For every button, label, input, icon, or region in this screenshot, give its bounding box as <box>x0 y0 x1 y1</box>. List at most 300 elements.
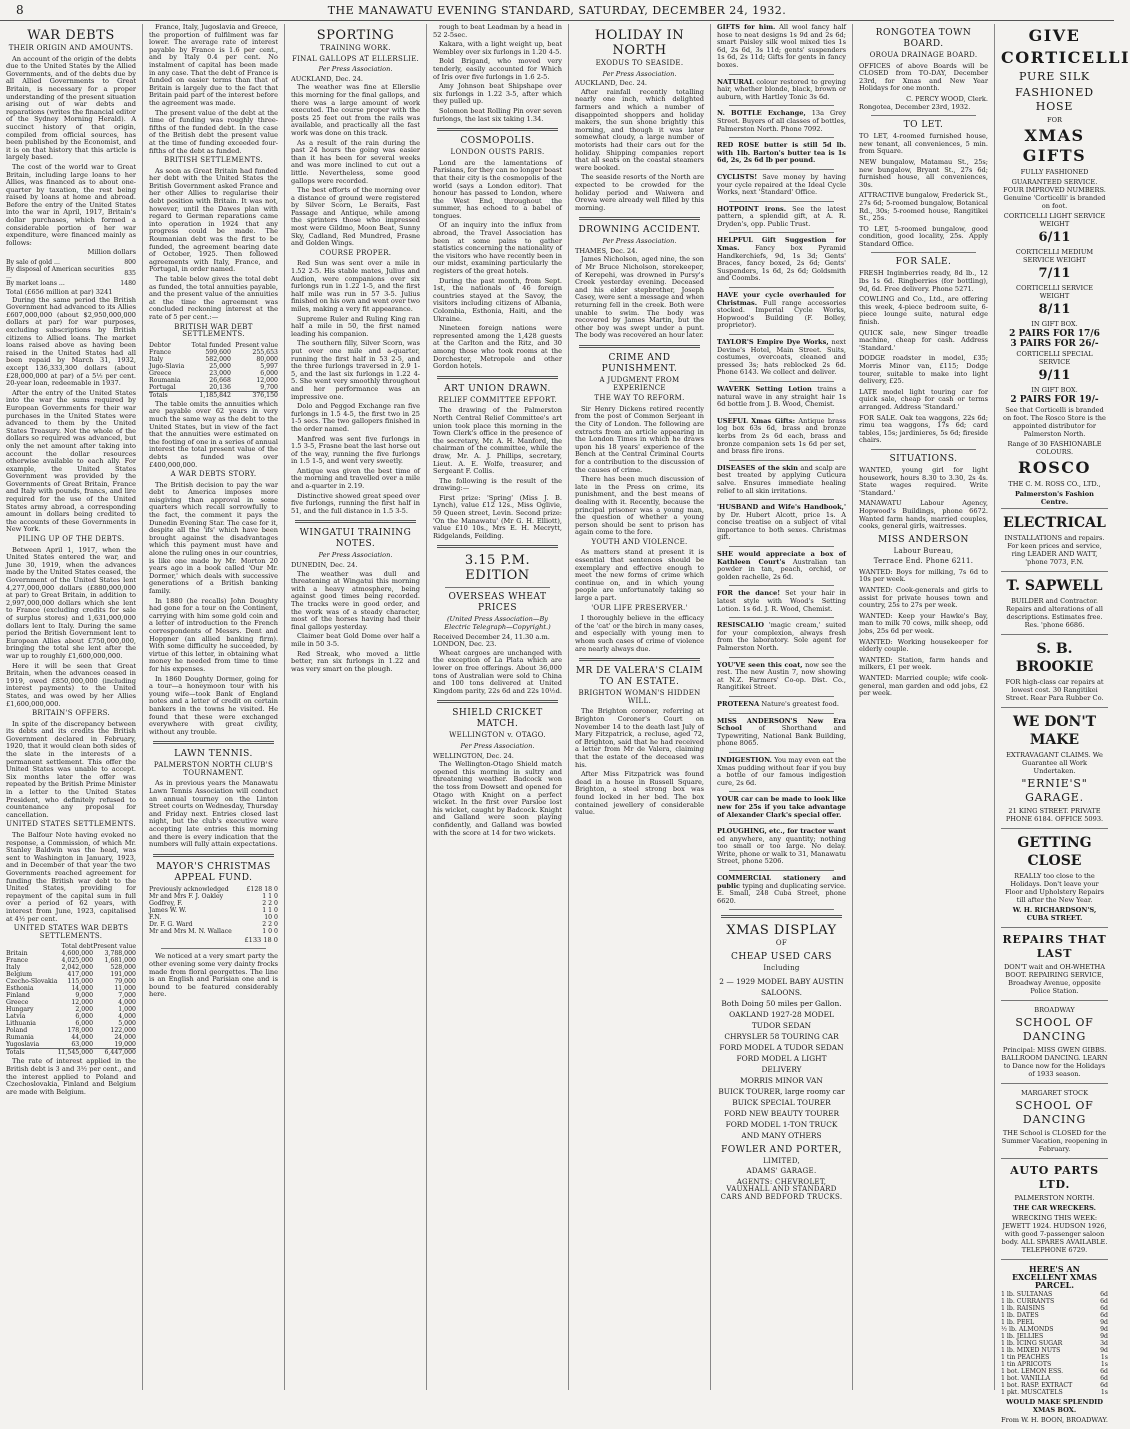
us-debts-table <box>6 943 136 1056</box>
ad-margaret-stock <box>1001 1083 1108 1158</box>
table-row <box>1001 1368 1108 1375</box>
parcel-table <box>1001 1291 1108 1396</box>
classified-ad <box>717 79 846 102</box>
subhead: BRIGHTON WOMAN'S HIDDEN WILL. <box>578 689 701 705</box>
dateline: THAMES, Dec. 24. <box>575 246 638 255</box>
divider <box>729 696 834 697</box>
table-row <box>1001 1347 1108 1354</box>
parcel-item: 1 lb. ICING SUGAR <box>1001 1340 1063 1347</box>
row-label: Rumania <box>6 1034 34 1042</box>
row-value: 7,000 <box>118 992 136 1000</box>
col-header: Present value <box>235 341 278 349</box>
divider <box>153 854 274 857</box>
car-item: Both Doing 50 miles per Gallon. <box>721 998 842 1008</box>
row-label: Italy <box>149 355 164 363</box>
headline-to-let: TO LET. <box>903 120 944 131</box>
ad-brookie <box>1001 634 1108 707</box>
classified-heading: NATURAL <box>717 77 754 86</box>
divider <box>161 948 266 949</box>
to-let-ad: TO LET, 5-roomed bungalow, good condition, good locality, 25s. Apply Standard Office. <box>859 224 988 248</box>
headline-wheat: OVERSEAS WHEAT PRICES <box>448 592 547 614</box>
ad-special: CORTICELLI SPECIAL SERVICE <box>1016 350 1093 366</box>
ad-text: W. H. RICHARDSON'S, CUBA STREET. <box>1012 906 1097 922</box>
row-value: 417,000 <box>67 971 94 979</box>
ad-text: DON'T wait and OH-WHETHA BOOT. REPAIRING SERVICE, Broadway Avenue, opposite Police Station. <box>1004 963 1105 995</box>
table-row <box>1001 1319 1108 1326</box>
row-value: 23,000 <box>209 369 231 377</box>
to-let-ad: ATTRACTIVE bungalow, Frederick St., 27s 6d; 5-roomed bungalow, Botanical Rd., 30s; 5-roomed house, Rangitikei St., 25s. <box>859 191 988 223</box>
table-row <box>6 985 136 992</box>
paragraph: Claimer beat Gold Dome over half a mile in 50 3-5. <box>291 632 420 648</box>
col-header: Present value <box>93 943 136 951</box>
col-header: Debtor <box>149 341 171 349</box>
parcel-price: 6d <box>1100 1375 1108 1382</box>
col-header: Total debt <box>61 943 94 951</box>
classified-ad <box>717 142 846 165</box>
fund-total: £133 18 0 <box>244 935 278 944</box>
row-value: 122,000 <box>110 1027 136 1035</box>
byline: Per Press Association. <box>318 65 393 74</box>
classified-text: of Shorthand and Typewriting, National Bank Building, phone 8065. <box>717 724 846 748</box>
subhead-origin: THEIR ORIGIN AND AMOUNTS. <box>8 44 134 52</box>
table-row <box>1001 1375 1108 1382</box>
dealer-name: FOWLER AND PORTER, <box>721 1144 842 1155</box>
row-label: Esthonia <box>6 985 34 993</box>
ad-text: FOR high-class car repairs at lowest cost. 30 Rangitikei Street. Rear Para Rubber Co. <box>1005 678 1104 702</box>
parcel-item: ½ lb. ALMONDS <box>1001 1326 1054 1333</box>
divider <box>721 915 842 918</box>
row-label: Hungary <box>6 1006 34 1014</box>
classified-ad <box>717 504 846 542</box>
row-value: 12,000 <box>71 999 94 1007</box>
classified-text: ed anywhere, any quantity; nothing too small or too large. No delay. Write, phone or walk to 31, Manawatu Street, phone 5206. <box>717 834 846 866</box>
table-row <box>6 1020 136 1027</box>
divider <box>579 658 700 661</box>
classified-heading: GIFTS for him. <box>717 23 776 31</box>
ad-fashioned: FASHIONED HOSE <box>1015 86 1094 113</box>
classified-heading: TAYLOR'S Empire Dye Works, <box>717 338 829 346</box>
row-value: 24,000 <box>114 1034 136 1042</box>
row-label: Lithuania <box>6 1020 36 1028</box>
col-header <box>6 943 58 950</box>
row-label: Greece <box>149 369 172 377</box>
parcel-price: 6d <box>1100 1312 1108 1319</box>
ad-price: 8/11 <box>1038 302 1071 317</box>
ad-dont-make <box>1001 707 1108 828</box>
paragraph: Sir Henry Dickens retired recently from the post of Common Serjeant in the City of London. The following are extracts from an article appearing in the London Times in which he draws upon his 18 years' experience of the Bench at the Central Criminal Courts for a contribution to the discussion of the causes of crime. <box>575 404 704 474</box>
ad-see: See that Corticelli is branded on foot. The Rosco Store is the appointed distributor for Palmerston North. <box>1003 406 1106 438</box>
to-let-list <box>859 133 988 248</box>
parcel-item: 1 lb. JELLIES <box>1001 1333 1044 1340</box>
classified-text: typing and duplicating service. E. Small, 248 Cuba Street, phone 6620. <box>717 881 846 905</box>
for-sale-list <box>859 270 988 444</box>
row-value: 255,653 <box>252 348 278 356</box>
row-label: By disposal of American securities ... <box>6 266 115 281</box>
headline-edition: 3.15 P.M. EDITION <box>464 553 531 584</box>
divider <box>437 545 558 548</box>
donor-amount: 1 1 0 <box>262 906 278 914</box>
subhead: TRAINING WORK. <box>320 44 391 52</box>
to-let-ad: NEW bungalow, Matamau St., 25s; new bungalow, Bryant St., 27s 6d; furnished house, all conveniences, 30s. <box>859 157 988 189</box>
ad-heading: HERE'S AN EXCELLENT XMAS PARCEL. <box>1011 1264 1098 1290</box>
car-item: BUICK TOURER, large roomy car <box>718 1086 845 1096</box>
row-value: 6,000 <box>75 1013 94 1021</box>
paragraph: As soon as Great Britain had funded her debt with the United States the British Government asked France and her other Allies to regularise their debt position with Britain. It was not, however, until the Dawes plan with regard to German reparations came into operation in 1924 that any progress could be made. The Roumanian debt was the first to be funded, the agreement bearing date of October, 1925. Then followed agreements with Italy, France, and Portugal, in order named. <box>149 166 278 274</box>
ad-giftbox: IN GIFT BOX. <box>1031 320 1078 328</box>
row-value: 44,000 <box>71 1034 94 1042</box>
ad-text: REALLY too close to the Holidays. Don't leave your Floor and Upholstery Repairs till after the New Year. <box>1004 872 1105 904</box>
classified-text: Antique brass log box 63s 6d, brass and bronze kerbs from 2s 6d each, brass and bronze companion sets 1s 6d per set, and brass fire irons. <box>717 416 846 456</box>
car-item: FORD MODEL A TUDOR SEDAN <box>719 1042 844 1052</box>
column-war-debts <box>0 24 142 1390</box>
subhead: OF <box>775 939 788 948</box>
row-value: 19,000 <box>114 1041 136 1049</box>
table-row <box>149 907 278 914</box>
column-display-ads <box>994 24 1130 1424</box>
row-value: 4,600,000 <box>61 950 94 958</box>
ad-heading: "ERNIE'S" GARAGE. <box>1021 777 1088 804</box>
wanted-ad: WANTED: Married couple; wife cook-general, man garden and odd jobs, £2 per week. <box>859 674 988 698</box>
paragraph: Supreme Ruler and Ruling King ran half a mile in 50, the first named leading his companion. <box>291 314 420 338</box>
divider <box>729 791 834 792</box>
headline-de-valera: MR DE VALERA'S CLAIM TO AN ESTATE. <box>575 666 704 688</box>
paragraph: Solomon beat Rolling Pin over seven furlongs, the last six taking 1.34. <box>433 106 562 123</box>
paragraph: Antique was given the best time of the morning and travelled over a mile and a-quarter in 2.19. <box>291 466 420 491</box>
row-value: 9,700 <box>260 383 278 391</box>
row-value: 1,185,842 <box>199 391 231 399</box>
headline-holiday: HOLIDAY IN NORTH <box>594 28 685 58</box>
headline-appeal-fund: MAYOR'S CHRISTMAS APPEAL FUND. <box>156 861 271 883</box>
ad-giftbox: IN GIFT BOX. <box>1031 386 1078 394</box>
classified-list <box>717 24 846 910</box>
paragraph: In 1860 Doughty Dormer, going for a tour—a honeymoon tour with his young wife—took Bank of England notes and a letter of credit on certain bankers in the towns he visited. He found that these were exchanged everywhere with great civility, without any trouble. <box>149 674 278 736</box>
divider <box>729 287 834 288</box>
row-value: 11,000 <box>114 985 136 993</box>
byline: Per Press Association. <box>460 741 535 750</box>
donor-name: F.N. <box>149 913 162 921</box>
row-label: France <box>6 957 29 965</box>
table-row <box>6 1034 136 1041</box>
headline-for-sale: FOR SALE. <box>895 257 952 268</box>
ad-rosco: ROSCO <box>1018 458 1091 477</box>
donor-name: Dr. F. G. Ward <box>149 920 193 928</box>
paragraph: Distinctive showed great speed over five furlongs, running the first half in 51, and the full distance in 1.5 3-5. <box>291 491 420 515</box>
classified-heading: YOU'VE seen this coat, <box>717 660 803 669</box>
paragraph: rough to beat Leadman by a head in 52 2-5sec. <box>433 23 562 39</box>
for-sale-ad: LATE model light touring car for quick sale, cheap for cash or terms arranged. Address 'Standard.' <box>859 387 988 411</box>
classified-ad <box>717 551 846 581</box>
row-value: 9,000 <box>75 992 94 1000</box>
table-row <box>1001 1333 1108 1340</box>
paragraph: As in previous years the Manawatu Lawn Tennis Association will conduct an annual tourney on the Linton Street courts on Wednesday, Thursday and Friday next. Entries closed last night, but the club's executive were accepting late entries this morning and there is every indication that the numbers will fully attain expectations. <box>149 779 278 849</box>
paragraph: The British decision to pay the war debt to America imposes more misgiving than approval in some quarters which recall sorrowfully to the fact, the comment it pays the Dunedin Evening Star. The case for it, despite all the 'ifs' which have been brought against the disadvantages which this payment must have and alone the ruling ones in our countries, is like one made by Mr. Morton 20 years ago in a book called 'Our Mr. Dormer,' which deals with successive generations of a British banking family. <box>149 480 278 595</box>
ad-for: FOR <box>1047 116 1062 124</box>
parcel-item: 1 tin APRICOTS <box>1001 1361 1052 1368</box>
paragraph: After the entry of the United States into the war the sums required by European Governments for their war purchases in the United States were advanced to them by the United States Treasury. Not the whole of the dollars so required was advanced, but only the net amount after taking into account the dollar resources otherwise available to each ally. For example, the United States Government was provided by the Governments of Great Britain, France and Italy with pounds, francs, and lire required for the use of the United States army abroad, a corresponding amount in dollars being credited to the accounts of these Governments in New York. <box>6 388 136 534</box>
divider <box>437 376 558 379</box>
paragraph: As a result of the rain during the past 24 hours the going was easier than it has been for several weeks and was more inclined to cut out a little. Nevertheless, some good gallops were recorded. <box>291 138 420 185</box>
paragraph: Lond are the lamentations of Parisians, for they can no longer boast that their city is the cosmopolis of the world (says a London editor). That honour has passed to London, where the West End, throughout the summer, has echoed to a babel of tongues. <box>433 158 562 220</box>
row-label: Portugal <box>149 383 176 391</box>
classified-heading: HOTPOINT irons. <box>717 204 787 213</box>
row-value: 26,668 <box>209 376 231 384</box>
parcel-price: 9d <box>1100 1333 1108 1340</box>
units-label: Million dollars <box>87 248 136 257</box>
row-label: Yugoslavia <box>6 1041 40 1049</box>
car-item: FORD MODEL 1-TON TRUCK <box>725 1119 838 1129</box>
dateline: AUCKLAND, Dec. 24. <box>291 74 364 83</box>
ad-light: CORTICELLI LIGHT SERVICE WEIGHT <box>1003 212 1106 228</box>
row-value: 1,681,000 <box>104 957 136 965</box>
ad-heading: WE DON'T MAKE <box>1012 714 1097 748</box>
table-row <box>6 950 136 957</box>
ad-price: 7/11 <box>1038 266 1071 281</box>
headline-xmas-display: XMAS DISPLAY <box>726 923 837 939</box>
ad-pairs: 2 PAIRS FOR 17/6 <box>1009 329 1100 339</box>
classified-heading: HAVE your cycle overhauled for Christmas. <box>717 291 846 307</box>
dateline: Received December 24, 11.30 a.m. LONDON, Dec. 23. <box>433 632 550 649</box>
ad-pairs: 3 PAIRS FOR 26/- <box>1010 339 1099 349</box>
table-row <box>1001 1354 1108 1361</box>
subhead: UNITED STATES SETTLEMENTS. <box>6 820 136 829</box>
table-row <box>149 384 278 392</box>
row-value: 582,000 <box>205 355 231 363</box>
ad-text: 21 KING STREET. PRIVATE PHONE 6184. OFFICE 5093. <box>1005 807 1104 823</box>
parcel-price: 3d <box>1100 1340 1108 1347</box>
subhead: PALMERSTON NORTH CLUB'S TOURNAMENT. <box>153 761 274 777</box>
classified-text: See the latest pattern, a splendid gift, at A. R. Dryden's, opp. Public Trust. <box>717 204 846 228</box>
paragraph: Red Streak, who moved a little better, ran six furlongs in 1.22 and was very smart on the plough. <box>291 649 420 673</box>
headline-war-debts: WAR DEBTS <box>27 28 115 43</box>
paragraph: The table below gives the total debt as funded, the total annuities payable, and the present value of the annuities at the time the agreement was concluded reckoning interest at the rate of 5 per cent.:— <box>149 275 278 321</box>
row-value: 25,000 <box>209 362 231 370</box>
subhead: FINAL GALLOPS AT ELLERSLIE. <box>291 54 420 63</box>
classified-heading: MISS ANDERSON'S New Era School <box>717 716 846 733</box>
paragraph: The Wellington-Otago Shield match opened this morning in sultry and threatening weather. Badcock won the toss from Dowsett and opened for Otago with Knight on a perfect wicket. In the first over Parsloe lost his wicket, caught by Badcock. Knight and Galland were soon playing confidently, and Galland was bowled with the score at 14 for two wickets. <box>433 760 562 837</box>
divider <box>437 700 558 703</box>
paragraph: During the same period the British Government had advanced to its Allies £607,000,000 (about $2,950,000,000 dollars at par) for war purposes, excluding subscriptions by British citizens to Allied loans. The market loans raised above as having been raised in the United States had all been repaid by March 31, 1932, except 136,333,300 dollars (about £28,000,000 at par) of a 5½ per cent. 20-year loan, redeemable in 1937. <box>6 295 136 388</box>
page-number: 8 <box>16 3 25 17</box>
masthead <box>0 0 1114 21</box>
byline: Per Press Association. <box>602 69 677 78</box>
ad-heading: S. B. BROOKIE <box>1015 641 1094 675</box>
byline: Per Press Association. <box>318 551 393 560</box>
table-row <box>1001 1326 1108 1333</box>
table-row <box>149 356 278 363</box>
donor-amount: £128 18 0 <box>246 885 278 893</box>
subhead: BRITAIN'S OFFERS. <box>31 709 111 718</box>
divider <box>729 413 834 414</box>
row-label: Britain <box>6 950 28 958</box>
parcel-price: 9d <box>1100 1347 1108 1354</box>
table-row <box>1001 1305 1108 1312</box>
classified-heading: PLOUGHING, etc., for tractor want <box>717 827 847 836</box>
classified-heading: 'HUSBAND and Wife's Handbook,' <box>717 503 846 512</box>
ad-broadway-dancing <box>1001 1000 1108 1083</box>
divider <box>579 217 700 220</box>
parcel-item: 1 pkt. MUSCATELS <box>1001 1389 1063 1396</box>
classified-heading: FOR the dance! <box>717 589 781 598</box>
paragraph: In spite of the discrepancy between its debts and its credits the British Government declared in February, 1920, that it would clean both sides of the slate in the interests of a permanent settlement. This offer the United States was unable to accept. Six months later the offer was repeated by the British Prime Minister in a letter to the United States President, who definitely refused to countenance any proposal for cancellation. <box>6 719 136 819</box>
ad-heading: BROADWAY <box>1034 1006 1075 1014</box>
car-item: AND MANY OTHERS <box>741 1130 822 1140</box>
classified-ad <box>717 757 846 787</box>
table-row <box>6 1013 136 1020</box>
subhead: WELLINGTON v. OTAGO. <box>449 731 546 740</box>
parcel-price: 9d <box>1100 1319 1108 1326</box>
parcel-price: 6d <box>1100 1382 1108 1389</box>
row-value: 835 <box>124 269 136 277</box>
table-row <box>6 1041 136 1049</box>
classified-ad <box>717 875 846 905</box>
classified-ad <box>717 718 846 748</box>
finance-table <box>6 259 136 287</box>
row-label: Greece <box>6 999 29 1007</box>
divider <box>729 870 834 871</box>
classified-text: and scalp are best treated by applying Cuticura salve. Ensures immediate healing relief to all skin irritations. <box>717 463 846 495</box>
row-value: 20,136 <box>209 383 231 391</box>
ad-text: BUILDER and Contractor. Repairs and alterations of all descriptions. Estimates free. Res. 'phone 6686. <box>1005 597 1104 629</box>
classified-ad <box>717 110 846 133</box>
donor-name: James W. W. <box>149 906 187 914</box>
parcel-item: 1 bot. VANILLA <box>1001 1375 1051 1382</box>
paragraph: Dolo and Peggod Exchange ran five furlongs in 1.5 4-5, the first two in 25 1-5 secs. The two gallopers finished in the order named. <box>291 402 420 433</box>
ad-sapwell <box>1001 571 1108 634</box>
paragraph: The weather was fine at Ellerslie this morning for the final gallops, and there was a large amount of work executed. The course proper with the posts 25 feet out from the rails was available, and practically all the fast work was done on this track. <box>291 83 420 137</box>
ad-price: 6/11 <box>1038 230 1071 245</box>
paragraph: During the past month, from Sept. 1st, the nationals of 46 foreign countries stayed at the Savoy, the visitors including citizens of Albania, Colombia, Esthonia, Haiti, and the Ukraine. <box>433 276 562 323</box>
column-news <box>426 24 568 1390</box>
subhead: COURSE PROPER. <box>319 248 392 257</box>
ad-text: Principal: MISS GWEN GIBBS. BALLROOM DANCING. LEARN to Dance now for the Holidays of 1933 season. <box>1001 1046 1108 1078</box>
headline-crime: CRIME AND PUNISHMENT. <box>601 353 678 374</box>
classified-heading: USEFUL Xmas Gifts: <box>717 416 796 425</box>
donor-name: Previously acknowledged <box>149 885 229 893</box>
row-label: Latvia <box>6 1013 26 1021</box>
paragraph: Kakara, with a light weight up, beat Wembley over six furlongs in 1.20 4-5. <box>433 40 562 56</box>
notice-text: OFFICES of above Boards will be CLOSED from TO-DAY, December 23rd, for Xmas and New Year Holidays for one month. <box>859 61 988 93</box>
divider <box>729 74 834 75</box>
row-label: Roumania <box>149 376 181 384</box>
divider <box>871 449 976 450</box>
classified-ad <box>717 828 846 866</box>
classified-text: You may even eat the Xmas pudding without fear if you buy a bottle of our famous indigestion cure, 2s 6d. <box>717 755 846 787</box>
table-row <box>6 259 136 266</box>
classified-heading: N. BOTTLE Exchange, <box>717 109 806 118</box>
ad-text: PALMERSTON NORTH. <box>1014 1194 1095 1202</box>
subhead: EXODUS TO SEASIDE. <box>595 59 684 67</box>
ad-getting-close <box>1001 828 1108 927</box>
table-row <box>6 280 136 287</box>
subhead: 'OUR LIFE PRESERVER.' <box>591 603 688 612</box>
for-sale-ad: QUICK sale, new Singer treadle machine, cheap for cash. Address 'Standard.' <box>859 328 988 352</box>
paragraph: The Balfour Note having evoked no response, a Commission, of which Mr. Stanley Baldwin was the head, was sent to Washington in January, 1923, and in December of that year the two Governments reached agreement for funding the British war debt to the United States, providing for repayment of the capital sum in full over a period of 62 years, with interest from June, 1923, capitalised at 4½ per cent. <box>6 831 136 923</box>
paragraph: Amy Johnson beat Shipshape over six furlongs in 1.22 3-5, after which they pulled up. <box>433 82 562 106</box>
ad-text: THE School is CLOSED for the Summer Vacation, reopening in February. <box>1001 1129 1108 1153</box>
subhead: PILING UP OF THE DEBTS. <box>17 535 125 544</box>
paragraph: In 1880 (he recalls) John Doughty had gone for a tour on the Continent, carrying with him some gold coin and a letter of introduction to the French correspondents of Messrs. Dent and Hoppner (an allied banking firm). With some difficulty he succeeded, by virtue of this letter, in obtaining what money he needed from time to time for his expenses. <box>149 596 278 673</box>
classified-ad <box>717 237 846 283</box>
row-value: 4,025,000 <box>61 957 94 965</box>
ad-text: INSTALLATIONS and repairs. For keen prices and service, ring LEADER AND WATT, 'phone 7073, F.N. <box>1004 534 1105 566</box>
classified-text: Nature's greatest food. <box>761 699 839 708</box>
divider <box>729 713 834 714</box>
ad-brand: CORTICELLI <box>1001 48 1130 67</box>
dateline: WELLINGTON, Dec. 24. <box>433 751 514 760</box>
headline-art-union: ART UNION DRAWN. <box>444 383 551 394</box>
ad-text: WOULD MAKE SPLENDID XMAS BOX. <box>1006 1398 1103 1414</box>
paragraph: The best efforts of the morning over a distance of ground were registered by Silver Scorn, Le Beraits, Fast Passage and Antique, while among the sprinters those who impressed most were Gildmo, Moon Beat, Sunny Sky, Cadland, Red Mundred, Frasne and Golden Wings. <box>291 186 420 248</box>
row-value: 178,000 <box>67 1027 94 1035</box>
ad-heading: AUTO PARTS LTD. <box>1010 1164 1099 1191</box>
table-header <box>6 943 136 950</box>
classified-text: All wool fancy half hose to neat designs 1s 9d and 2s 6d; smart Paisley silk wool mixed ties 1s 6d, 2s 6d, 3s 11d; gents' suspenders 1s 6d, 2s 11d; Gifts for gents in fancy boxes. <box>717 23 846 69</box>
column-holiday <box>568 24 710 1390</box>
paragraph: France, Italy, Jugoslavia and Greece, the proportion of fulfilment was far lower. The average rate of interest payable by France is 1.6 per cent., and by Italy 0.4 per cent. No instalment of capital has been made in any case. That the debt of France is funded on easier terms than that of Britain is largely due to the fact that Britain paid part of the interest before the agreement was made. <box>149 23 278 107</box>
subhead: LONDON OUSTS PARIS. <box>450 148 545 157</box>
situation-ad: WANTED, young girl for light housework, hours 8.30 to 3.30, 2s 4s. State wages required. Write 'Standard.' <box>859 465 988 497</box>
classified-heading: DISEASES of the skin <box>717 463 798 472</box>
classified-ad <box>717 339 846 377</box>
wanted-ad: WANTED: Keep your Hawke's Bay, man to milk 70 cows, milk sheep, odd jobs, 25s 6d per week. <box>859 611 988 636</box>
ad-heading: MARGARET STOCK <box>1020 1089 1089 1097</box>
table-row <box>149 914 278 921</box>
classified-text: Australian tan powder in tan, peach, orchid, or golden rachelle, 2s 6d. <box>717 557 846 581</box>
table-row <box>149 893 278 900</box>
row-value: 11,545,000 <box>57 1049 94 1057</box>
ad-text: From W. H. BOON, BROADWAY. <box>1001 1416 1108 1424</box>
classified-ad <box>717 590 846 613</box>
subhead: Terrace End. Phone 6211. <box>873 557 974 566</box>
classified-text: Full range accessories stocked. Imperial Cycle Works, Hopwood's Building (F. Bolley, proprietor). <box>717 298 846 330</box>
donor-amount: 2 2 0 <box>262 920 278 928</box>
table-title: UNITED STATES WAR DEBTS SETTLEMENTS. <box>13 924 129 940</box>
ad-repairs <box>1001 927 1108 1000</box>
column-sporting <box>284 24 426 1390</box>
row-label: Italy <box>6 964 21 972</box>
row-value: 5,997 <box>260 362 278 370</box>
agents-line: AGENTS: CHEVROLET, VAUXHALL AND STANDARD CARS AND BEDFORD TRUCKS. <box>720 1177 843 1201</box>
ad-heading: SCHOOL OF DANCING <box>1015 1099 1094 1126</box>
divider <box>295 520 416 523</box>
subhead: BRITISH SETTLEMENTS. <box>164 156 263 165</box>
classified-ad <box>717 292 846 330</box>
table-row <box>1001 1298 1108 1305</box>
row-label: Totals <box>149 391 168 399</box>
row-label: Belgium <box>6 971 32 979</box>
divider <box>729 546 834 547</box>
paragraph: After Miss Fitzpatrick was found dead in a house in Russell Square, Brighton, a steel strong box was found locked in her bed. The box contained jewellery of considerable value. <box>575 770 704 817</box>
table-row <box>1001 1291 1108 1298</box>
miss-anderson: MISS ANDERSON <box>878 534 969 545</box>
paragraph: Manfred was sent five furlongs in 1.5 3-5, Frasne beat the last horse out of the way, running the five furlongs in 1.5 1-5, and went very sweetly. <box>291 434 420 466</box>
wanted-ad: WANTED: Cook-generals and girls to assist for private houses town and country, 25s to 27s per week. <box>859 586 988 610</box>
table-row <box>1001 1340 1108 1347</box>
ad-xmas: XMAS GIFTS <box>1022 126 1087 165</box>
headline-sporting: SPORTING <box>316 28 395 43</box>
table-total-row <box>149 391 278 399</box>
row-value: 14,000 <box>71 985 94 993</box>
divider <box>729 617 834 618</box>
donor-amount: 1 1 0 <box>262 892 278 900</box>
column-classifieds <box>710 24 852 1390</box>
table-row <box>1001 1361 1108 1368</box>
ad-heading: T. SAPWELL <box>1006 578 1103 594</box>
row-value: 528,000 <box>110 964 136 972</box>
wanted-list <box>859 569 988 698</box>
fund-table <box>149 886 278 935</box>
parcel-item: 1 bot. RASP. EXTRACT <box>1001 1382 1073 1389</box>
